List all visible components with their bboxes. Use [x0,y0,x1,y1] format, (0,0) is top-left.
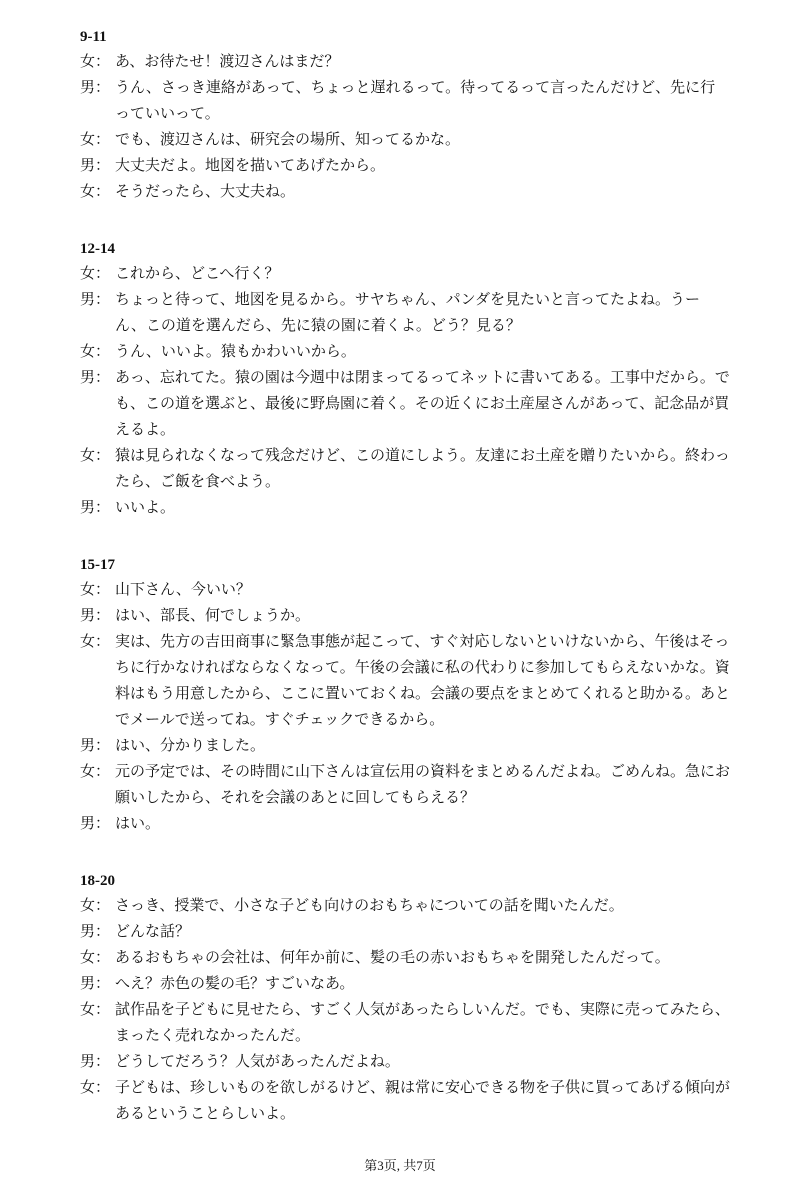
section-18-20 [80,870,730,1126]
dialogue-line [80,48,730,74]
speech-text: いいよ。 [115,498,176,516]
speech-text: 猿は見られなくなって残念だけど、この道にしよう。友達にお土産を贈りたいから。終わったら、ご飯を食べよう。 [115,446,730,490]
section-title: 12-14 [80,241,115,257]
speech-text: へえ？赤色の髪の毛？すごいなあ。 [115,974,355,992]
speech-text: はい。 [115,814,161,832]
speaker-label: 女： [80,446,111,464]
speaker-label: 男： [80,922,111,940]
dialogue-line [80,364,730,442]
speech-text: あるおもちゃの会社は、何年か前に、髪の毛の赤いおもちゃを開発したんだって。 [115,948,670,966]
dialogue-line [80,442,730,494]
section-12-14 [80,238,730,520]
dialogue-line [80,152,730,178]
speech-text: そうだったら、大丈夫ね。 [115,182,296,200]
dialogue-line [80,810,730,836]
transcript-body [80,26,730,1160]
speech-text: どんな話？ [115,922,191,940]
speech-text: はい、分かりました。 [115,736,266,754]
dialogue-line [80,126,730,152]
speech-text: はい、部長、何でしょうか。 [115,606,311,624]
dialogue-line [80,74,730,126]
speech-text: でも、渡辺さんは、研究会の場所、知ってるかな。 [115,130,461,148]
dialogue-line [80,494,730,520]
section-9-11 [80,26,730,204]
dialogue-line [80,338,730,364]
section-title: 15-17 [80,557,115,573]
dialogue-line [80,996,730,1048]
speech-text: どうしてだろう？人気があったんだよね。 [115,1052,400,1070]
speaker-label: 男： [80,368,111,386]
dialogue-line [80,918,730,944]
speech-text: さっき、授業で、小さな子ども向けのおもちゃについての話を聞いたんだ。 [115,896,624,914]
section-15-17 [80,554,730,836]
speaker-label: 女： [80,264,111,282]
speaker-label: 男： [80,1052,111,1070]
speaker-label: 女： [80,948,111,966]
speaker-label: 男： [80,156,111,174]
speaker-label: 女： [80,342,111,360]
dialogue-line [80,260,730,286]
dialogue-line [80,970,730,996]
section-title: 9-11 [80,29,107,45]
page-number: 第3页, 共7页 [364,1158,436,1173]
dialogue-line [80,178,730,204]
speaker-label: 女： [80,580,111,598]
speaker-label: 男： [80,78,111,96]
dialogue-line [80,758,730,810]
speech-text: 大丈夫だよ。地図を描いてあげたから。 [115,156,386,174]
speaker-label: 男： [80,498,111,516]
speaker-label: 男： [80,974,111,992]
dialogue-line [80,286,730,338]
speaker-label: 女： [80,632,111,650]
speaker-label: 女： [80,896,111,914]
speech-text: あ、お待たせ！渡辺さんはまだ？ [115,52,340,70]
speaker-label: 男： [80,606,111,624]
section-title: 18-20 [80,873,115,889]
speaker-label: 女： [80,130,111,148]
speaker-label: 女： [80,1078,111,1096]
dialogue-line [80,602,730,628]
speech-text: 子どもは、珍しいものを欲しがるけど、親は常に安心できる物を子供に買ってあげる傾向があるということらしいよ。 [115,1078,731,1122]
speech-text: うん、いいよ。猿もかわいいから。 [115,342,356,360]
speaker-label: 男： [80,814,111,832]
speaker-label: 女： [80,1000,111,1018]
speaker-label: 女： [80,182,111,200]
speech-text: これから、どこへ行く？ [115,264,280,282]
dialogue-line [80,628,730,732]
speaker-label: 女： [80,762,111,780]
dialogue-line [80,1074,730,1126]
speaker-label: 男： [80,736,111,754]
speech-text: ちょっと待って、地図を見るから。サヤちゃん、パンダを見たいと言ってたよね。うーん、この道を選んだら、先に猿の園に着くよ。どう？見る？ [115,290,701,334]
speech-text: あっ、忘れてた。猿の園は今週中は閉まってるってネットに書いてある。工事中だから。でも、この道を選ぶと、最後に野鳥園に着く。その近くにお土産屋さんがあって、記念品が買えるよ。 [115,368,730,438]
speech-text: 実は、先方の吉田商事に緊急事態が起こって、すぐ対応しないといけないから、午後はそっちに行かなければならなくなって。午後の会議に私の代わりに参加してもらえないかな。資料はもう用意したから、ここに置いておくね。会議の要点をまとめてくれると助かる。あとでメールで送ってね。すぐチェックできるから。 [115,632,731,728]
dialogue-line [80,1048,730,1074]
speech-text: 元の予定では、その時間に山下さんは宣伝用の資料をまとめるんだよね。ごめんね。急にお願いしたから、それを会議のあとに回してもらえる？ [115,762,731,806]
dialogue-line [80,892,730,918]
speech-text: うん、さっき連絡があって、ちょっと遅れるって。待ってるって言ったんだけど、先に行っていいって。 [115,78,716,122]
dialogue-line [80,944,730,970]
speaker-label: 女： [80,52,111,70]
speech-text: 山下さん、今いい？ [115,580,251,598]
dialogue-line [80,732,730,758]
dialogue-line [80,576,730,602]
speaker-label: 男： [80,290,111,308]
speech-text: 試作品を子どもに見せたら、すごく人気があったらしいんだ。でも、実際に売ってみたら、まったく売れなかったんだ。 [115,1000,730,1044]
